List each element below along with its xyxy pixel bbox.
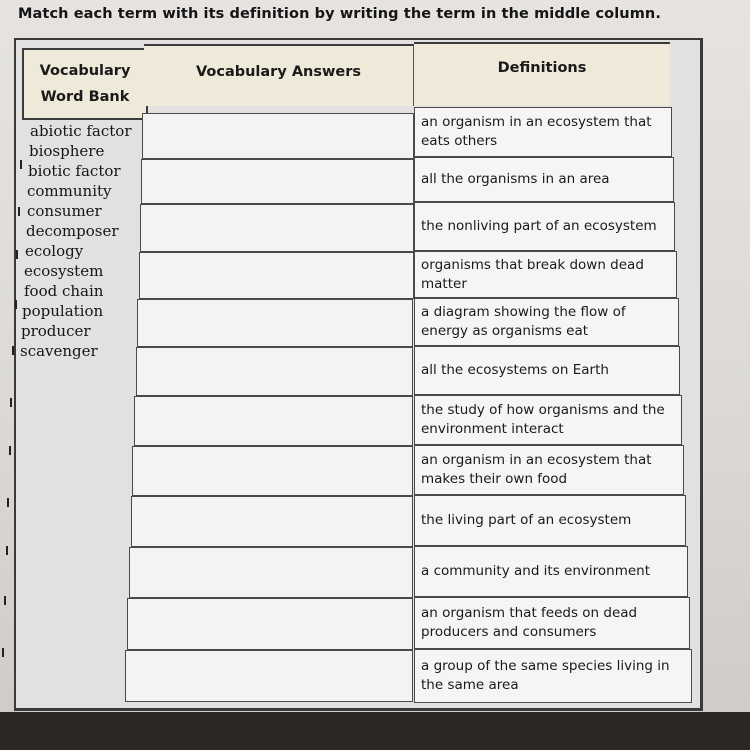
- word-bank-item: scavenger: [20, 342, 98, 360]
- margin-tick: [7, 498, 9, 507]
- word-bank-header: [22, 48, 148, 120]
- word-bank-item: producer: [21, 322, 91, 340]
- margin-tick: [9, 446, 11, 455]
- word-bank-item: biosphere: [29, 142, 105, 160]
- margin-tick: [15, 300, 17, 309]
- definition-5: a diagram showing the flow of energy as organisms eat: [414, 298, 679, 346]
- answer-cell-8[interactable]: [132, 446, 413, 496]
- margin-tick: [16, 250, 18, 259]
- instructions: Match each term with its definition by writing the term in the middle column.: [18, 6, 661, 22]
- answer-cell-9[interactable]: [131, 496, 413, 547]
- answer-cell-10[interactable]: [129, 547, 413, 598]
- margin-tick: [10, 398, 12, 407]
- word-bank-item: consumer: [27, 202, 102, 220]
- answer-cell-2[interactable]: [141, 159, 414, 204]
- answer-cell-11[interactable]: [127, 598, 413, 650]
- word-bank-list: [18, 121, 136, 361]
- word-bank-item: decomposer: [26, 222, 119, 240]
- answer-cell-4[interactable]: [139, 252, 414, 299]
- definition-10: a community and its environment: [414, 546, 688, 597]
- margin-tick: [12, 346, 14, 355]
- definitions-header: Definitions: [414, 42, 670, 106]
- definition-4: organisms that break down dead matter: [414, 251, 677, 298]
- answer-cell-12[interactable]: [125, 650, 413, 702]
- word-bank-item: population: [22, 302, 104, 320]
- definition-12: a group of the same species living in the same area: [414, 649, 692, 703]
- definition-9: the living part of an ecosystem: [414, 495, 686, 546]
- word-bank-item: abiotic factor: [30, 122, 132, 140]
- word-bank-item: ecosystem: [24, 262, 104, 280]
- margin-tick: [20, 160, 22, 169]
- definition-2: all the organisms in an area: [414, 157, 674, 202]
- word-bank-item: biotic factor: [28, 162, 121, 180]
- answer-cell-1[interactable]: [142, 113, 414, 159]
- definition-7: the study of how organisms and the environment interact: [414, 395, 682, 445]
- word-bank-header-line2: Word Bank: [40, 89, 130, 105]
- answer-cell-3[interactable]: [140, 204, 414, 252]
- word-bank-item: community: [27, 182, 112, 200]
- word-bank-item: ecology: [25, 242, 84, 260]
- margin-tick: [2, 648, 4, 657]
- answer-cell-6[interactable]: [136, 347, 413, 396]
- word-bank-header-line1: Vocabulary: [39, 63, 131, 79]
- definition-6: all the ecosystems on Earth: [414, 346, 680, 395]
- margin-tick: [4, 596, 6, 605]
- answer-cell-7[interactable]: [134, 396, 413, 446]
- answer-cell-5[interactable]: [137, 299, 413, 347]
- definition-11: an organism that feeds on dead producers and consumers: [414, 597, 690, 649]
- margin-tick: [18, 207, 20, 216]
- margin-tick: [6, 546, 8, 555]
- answers-header: Vocabulary Answers: [144, 44, 414, 106]
- word-bank-item: food chain: [24, 282, 104, 300]
- definition-3: the nonliving part of an ecosystem: [414, 202, 675, 251]
- definition-1: an organism in an ecosystem that eats others: [414, 107, 672, 157]
- definition-8: an organism in an ecosystem that makes their own food: [414, 445, 684, 495]
